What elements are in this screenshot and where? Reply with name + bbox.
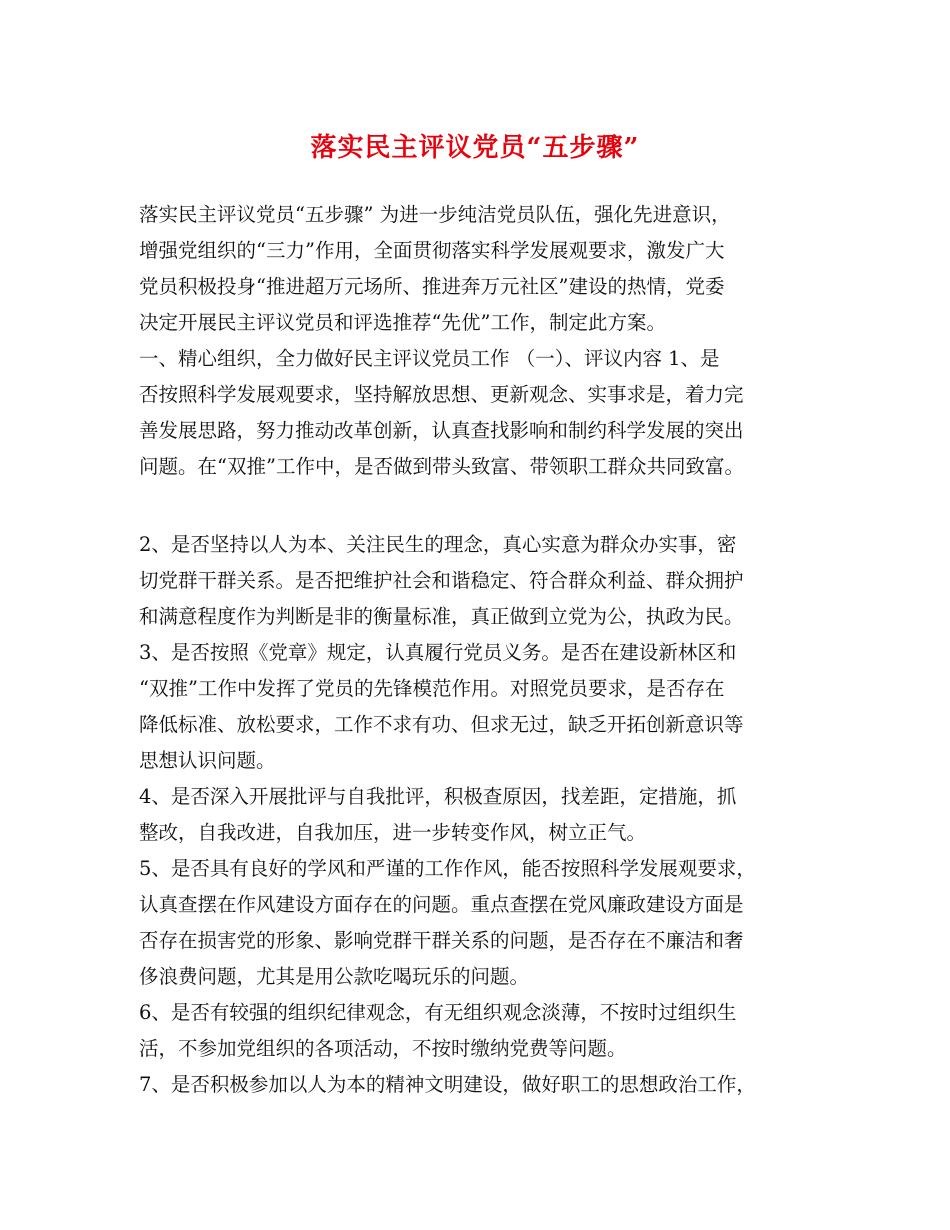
body-line: 降低标准、放松要求，工作不求有功、但求无过，缺乏开拓创新意识等 — [139, 713, 744, 736]
body-line: 思想认识问题。 — [139, 749, 276, 772]
body-line: 侈浪费问题，尤其是用公款吃喝玩乐的问题。 — [139, 965, 530, 988]
body-line: 善发展思路，努力推动改革创新，认真查找影响和制约科学发展的突出 — [139, 419, 744, 442]
body-line: “双推”工作中发挥了党员的先锋模范作用。对照党员要求，是否存在 — [139, 677, 725, 700]
body-line: 活，不参加党组织的各项活动，不按时缴纳党费等问题。 — [139, 1037, 627, 1060]
body-line: 2、是否坚持以人为本、关注民生的理念，真心实意为群众办实事，密 — [139, 533, 737, 556]
body-line: 党员积极投身“推进超万元场所、推进奔万元社区”建设的热情，党委 — [139, 275, 725, 298]
body-line: 7、是否积极参加以人为本的精神文明建设，做好职工的思想政治工作， — [139, 1073, 756, 1096]
body-line: 6、是否有较强的组织纪律观念，有无组织观念淡薄，不按时过组织生 — [139, 1001, 737, 1024]
body-line: 增强党组织的“三力”作用，全面贯彻落实科学发展观要求，激发广大 — [139, 239, 725, 262]
body-line: 否存在损害党的形象、影响党群干群关系的问题，是否存在不廉洁和奢 — [139, 929, 744, 952]
body-line: 落实民主评议党员“五步骤” 为进一步纯洁党员队伍，强化先进意识， — [139, 203, 731, 226]
body-line: 4、是否深入开展批评与自我批评，积极查原因，找差距，定措施，抓 — [139, 785, 737, 808]
body-line: 整改，自我改进，自我加压，进一步转变作风，树立正气。 — [139, 821, 647, 844]
body-line: 5、是否具有良好的学风和严谨的工作作风，能否按照科学发展观要求， — [139, 857, 756, 880]
body-line: 和满意程度作为判断是非的衡量标准，真正做到立党为公，执政为民。 — [139, 605, 744, 628]
body-line: 问题。在“双推”工作中，是否做到带头致富、带领职工群众共同致富。 — [139, 455, 744, 478]
body-line: 一、精心组织，全力做好民主评议党员工作 （一）、评议内容 1、是 — [139, 347, 720, 370]
body-line: 否按照科学发展观要求，坚持解放思想、更新观念、实事求是，着力完 — [139, 383, 744, 406]
body-line: 3、是否按照《党章》规定，认真履行党员义务。是否在建设新林区和 — [139, 641, 737, 664]
body-line: 决定开展民主评议党员和评选推荐“先优”工作，制定此方案。 — [139, 311, 666, 334]
body-line: 切党群干群关系。是否把维护社会和谐稳定、符合群众利益、群众拥护 — [139, 569, 744, 592]
body-line: 认真查摆在作风建设方面存在的问题。重点查摆在党风廉政建设方面是 — [139, 893, 744, 916]
document-title: 落实民主评议党员“五步骤” — [310, 133, 640, 163]
